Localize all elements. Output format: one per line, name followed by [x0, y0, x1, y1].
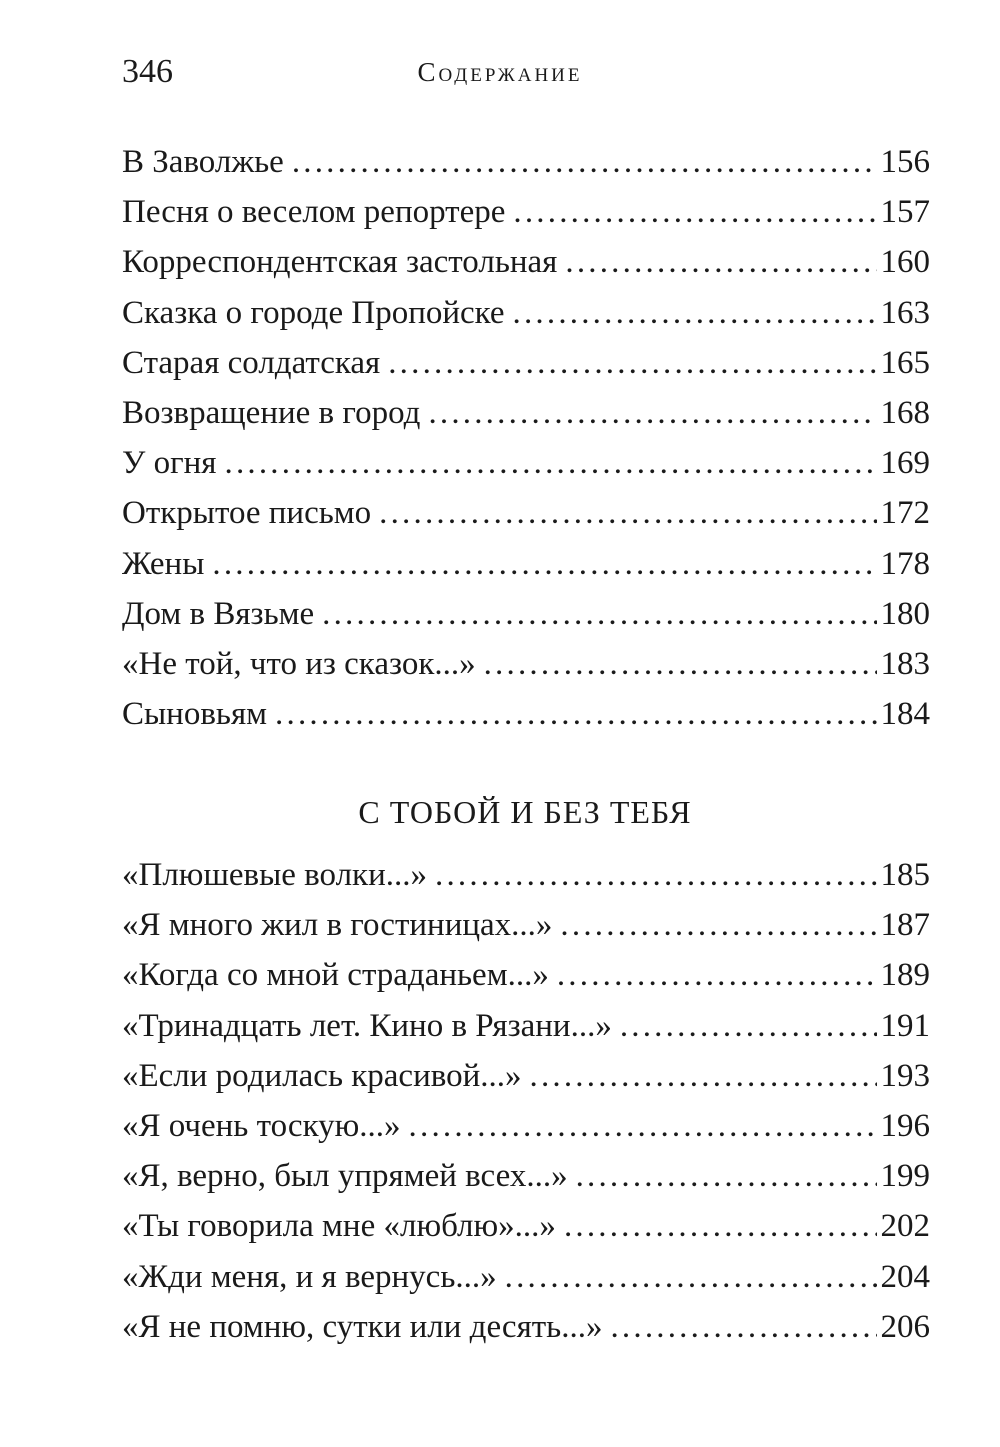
dot-leader — [620, 1001, 877, 1051]
dot-leader — [292, 137, 877, 187]
toc-entry-page: 204 — [880, 1258, 930, 1295]
toc-entry-page: 172 — [880, 495, 930, 532]
toc-entry-page: 191 — [880, 1007, 930, 1044]
toc-entry-page: 189 — [880, 957, 930, 994]
toc-entry-title: «Не той, что из сказок...» — [122, 645, 476, 682]
toc-entry — [122, 1051, 930, 1101]
page-number: 346 — [122, 53, 173, 90]
dot-leader — [560, 900, 876, 950]
toc-entry-title: «Когда со мной страданьем...» — [122, 957, 549, 994]
toc-entry-page: 196 — [880, 1107, 930, 1144]
toc-entry — [122, 1252, 930, 1302]
toc-entry — [122, 488, 930, 538]
toc-entry-page: 202 — [880, 1208, 930, 1245]
toc-entry-title: «Тринадцать лет. Кино в Рязани...» — [122, 1007, 612, 1044]
toc-entry-title: «Плюшевые волки...» — [122, 857, 427, 893]
toc-entry — [122, 900, 930, 950]
toc-entry-title: «Я очень тоскую...» — [122, 1107, 401, 1144]
toc-entry — [122, 187, 930, 237]
toc-entry-title: Корреспондентская застольная — [122, 244, 558, 281]
dot-leader — [610, 1302, 876, 1352]
toc-entry — [122, 850, 930, 900]
dot-leader — [505, 1252, 877, 1302]
toc-entry — [122, 589, 930, 639]
toc-entry — [122, 137, 930, 187]
dot-leader — [530, 1051, 877, 1101]
toc-entry-page: 206 — [880, 1308, 930, 1345]
dot-leader — [275, 689, 876, 739]
dot-leader — [212, 539, 876, 589]
toc-entry-title: «Я, верно, был упрямей всех...» — [122, 1158, 568, 1195]
toc-entry-page: 180 — [880, 595, 930, 632]
toc-entry — [122, 338, 930, 388]
toc-entry-title: «Жди меня, и я вернусь...» — [122, 1258, 497, 1295]
toc-entry-page: 187 — [880, 907, 930, 944]
dot-leader — [322, 589, 876, 639]
toc-entry-page: 168 — [880, 394, 930, 431]
toc-entry-title: Сыновьям — [122, 696, 268, 733]
toc-entry — [122, 1001, 930, 1051]
toc-entry — [122, 288, 930, 338]
toc-entry-title: Старая солдатская — [122, 344, 381, 381]
toc-entry — [122, 388, 930, 438]
toc-entry-page: 165 — [880, 344, 930, 381]
dot-leader — [484, 639, 877, 689]
toc-entry — [122, 1151, 930, 1201]
dot-leader — [564, 1201, 877, 1251]
toc-entry-page: 184 — [880, 696, 930, 733]
toc-list-part2 — [122, 850, 930, 1352]
dot-leader — [576, 1151, 877, 1201]
toc-entry — [122, 1201, 930, 1251]
dot-leader — [513, 187, 876, 237]
toc-entry — [122, 237, 930, 287]
toc-entry-page: 183 — [880, 645, 930, 682]
toc-entry-page: 157 — [880, 194, 930, 231]
dot-leader — [428, 388, 876, 438]
toc-entry-page: 199 — [880, 1158, 930, 1195]
dot-leader — [388, 338, 876, 388]
dot-leader — [557, 950, 877, 1000]
toc-entry-title: Возвращение в город — [122, 394, 421, 431]
toc-entry-title: «Ты говорила мне «люблю»...» — [122, 1208, 556, 1245]
running-title: Содержание — [417, 57, 583, 87]
dot-leader — [409, 1101, 877, 1151]
toc-entry-page: 169 — [880, 445, 930, 482]
toc-entry — [122, 1302, 930, 1352]
toc-entry — [122, 639, 930, 689]
dot-leader — [379, 488, 876, 538]
toc-entry-title: Песня о веселом репортере — [122, 194, 506, 231]
toc-entry-title: Дом в Вязьме — [122, 595, 315, 632]
toc-entry-title: Открытое письмо — [122, 495, 372, 532]
toc-entry — [122, 1101, 930, 1151]
toc-entry-page: 185 — [880, 857, 930, 893]
toc-entry-page: 178 — [880, 545, 930, 582]
toc-entry — [122, 539, 930, 589]
toc-entry — [122, 950, 930, 1000]
toc-entry-title: «Я много жил в гостиницах...» — [122, 907, 553, 944]
section-heading: С ТОБОЙ И БЕЗ ТЕБЯ — [358, 794, 692, 830]
toc-entry-page: 163 — [880, 294, 930, 331]
toc-entry-title: «Если родилась красивой...» — [122, 1057, 522, 1094]
dot-leader — [435, 850, 877, 900]
toc-entry-title: У огня — [122, 445, 217, 482]
toc-entry-title: В Заволжье — [122, 144, 284, 180]
toc-entry-title: Жены — [122, 545, 205, 582]
dot-leader — [225, 438, 877, 488]
toc-entry — [122, 689, 930, 739]
toc-entry-title: «Я не помню, сутки или десять...» — [122, 1308, 603, 1345]
toc-entry-page: 193 — [880, 1057, 930, 1094]
toc-list-part1 — [122, 137, 930, 739]
dot-leader — [565, 237, 876, 287]
toc-entry-page: 156 — [880, 144, 930, 180]
toc-entry — [122, 438, 930, 488]
dot-leader — [513, 288, 877, 338]
toc-entry-page: 160 — [880, 244, 930, 281]
toc-entry-title: Сказка о городе Пропойске — [122, 294, 505, 331]
